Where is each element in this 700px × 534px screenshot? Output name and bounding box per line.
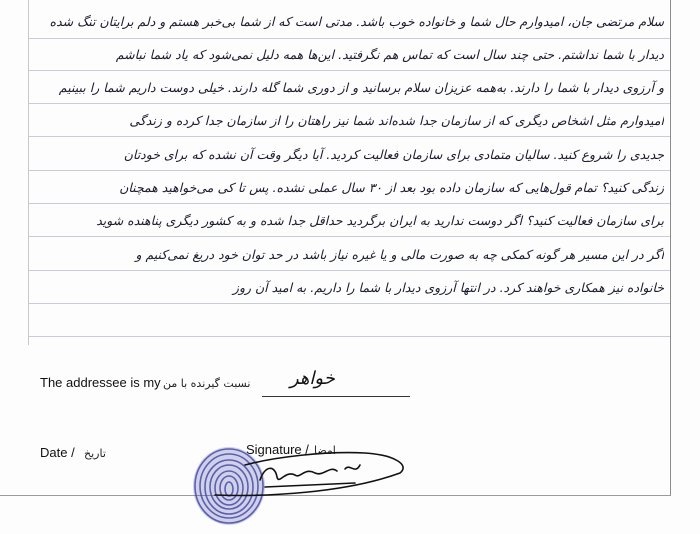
- addressee-label: The addressee is my: [40, 375, 161, 390]
- sheet-right-border: [670, 0, 671, 496]
- letter-line: امیدوارم مثل اشخاص دیگری که از سازمان جدا شده‌اند شما نیز راهتان را از سازمان جدا کرده و زندگی: [129, 113, 664, 128]
- letter-line: و آرزوی دیدار با شما را دارند. به‌همه عزیزان سلام برسانید و از دوری شما گله دارند. خیلی دوست داریم شما را ببینیم: [58, 80, 664, 95]
- letter-line: سلام مرتضی جان، امیدوارم حال شما و خانواده خوب باشد. مدتی است که از شما بی‌خبر هستم و دلم برایتان تنگ شده: [49, 14, 664, 29]
- letter-line: اگر در این مسیر هر گونه کمکی چه به صورت مالی و یا غیره نیاز باشد در حد توان خود دریغ نمی‌کنیم و: [135, 247, 664, 262]
- signature-label-fa: امضا: [314, 444, 336, 457]
- addressee-underline: [262, 396, 410, 397]
- ruled-line: [28, 38, 670, 39]
- addressee-value: خواهر: [290, 368, 335, 389]
- ruled-line: [28, 170, 670, 171]
- letter-line: برای سازمان فعالیت کنید؟ اگر دوست ندارید به ایران برگردید حداقل جدا شده و به کشور دیگری پناهنده شوید: [96, 213, 664, 228]
- ruled-line: [28, 270, 670, 271]
- ruled-line: [28, 203, 670, 204]
- ruled-line: [28, 303, 670, 304]
- ruled-line: [28, 236, 670, 237]
- ruled-line: [28, 136, 670, 137]
- date-label-fa: تاریخ: [84, 447, 106, 460]
- letter-line: دیدار با شما نداشتم. حتی چند سال است که تماس هم نگرفتید. این‌ها همه دلیل نمی‌شود که یاد شما نباشم: [115, 47, 664, 62]
- signature-scribble: [205, 435, 415, 510]
- letter-line: زندگی کنید؟ تمام قول‌هایی که سازمان داده بود بعد از ۳۰ سال عملی نشده. پس تا کی می‌خواهید همچنان: [119, 180, 664, 195]
- ruled-line: [28, 336, 670, 337]
- sheet-left-border: [28, 0, 29, 345]
- ruled-line: [28, 70, 670, 71]
- signature-label: Signature /: [246, 442, 309, 457]
- letter-line: خانواده نیز همکاری خواهند کرد. در انتها آرزوی دیدار با شما را داریم. به امید آن روز: [232, 280, 664, 295]
- ruled-line: [28, 103, 670, 104]
- date-label: Date /: [40, 445, 75, 460]
- addressee-label-fa: نسبت گیرنده با من: [163, 377, 251, 390]
- letter-line: جدیدی را شروع کنید. سالیان متمادی برای سازمان فعالیت کردید. آیا دیگر وقت آن نشده که برای خودتان: [123, 147, 664, 162]
